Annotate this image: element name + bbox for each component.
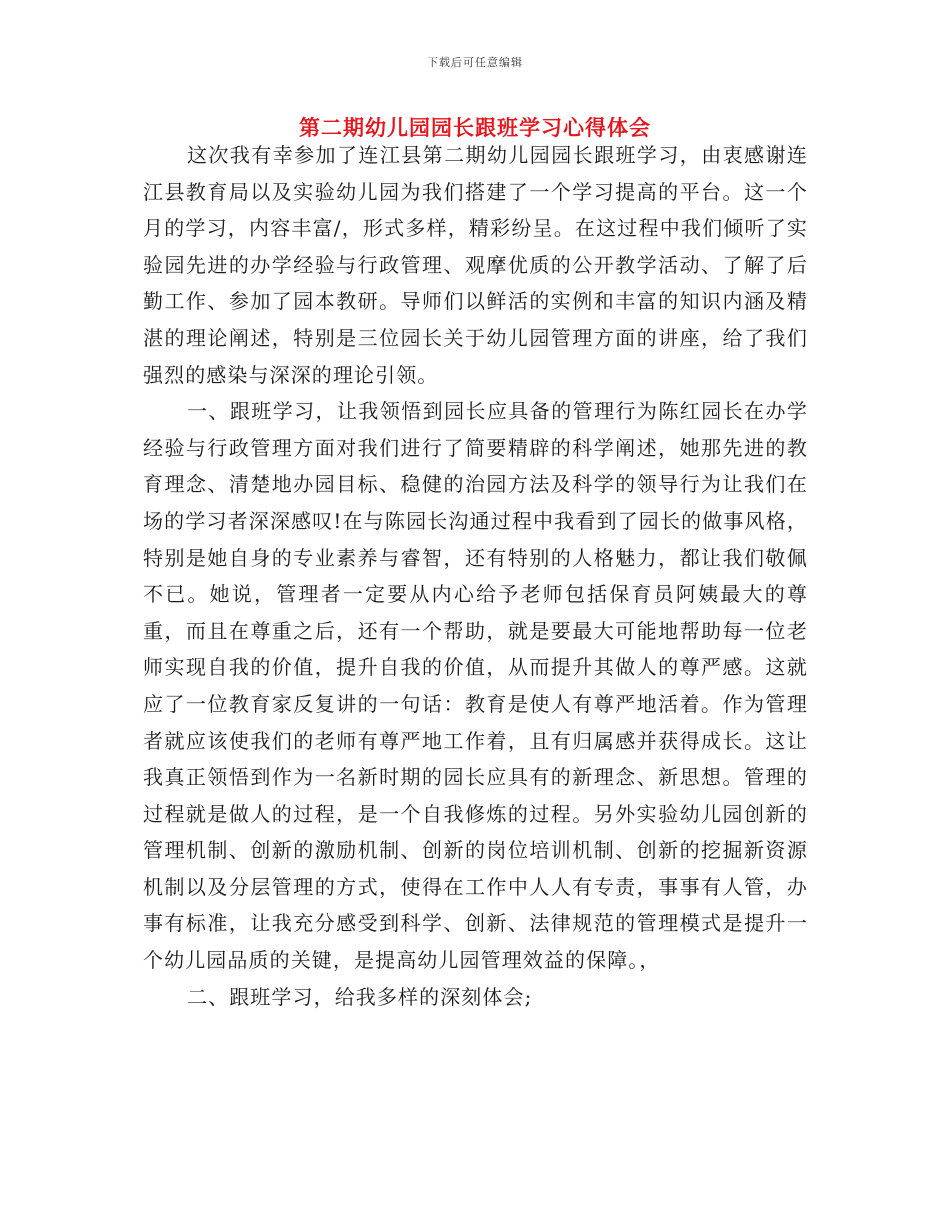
document-title: 第二期幼儿园园长跟班学习心得体会	[299, 116, 651, 140]
header-note: 下载后可任意编辑	[427, 56, 523, 69]
paragraph-section-one: 一、跟班学习，让我领悟到园长应具备的管理行为陈红园长在办学经验与行政管理方面对我们进行了简要精辟的科学阐述，她那先进的教育理念、清楚地办园目标、稳健的治园方法及科学的领导行为让我们在场的学习者深深感叹!在与陈园长沟通过程中我看到了园长的做事风格，特别是她自身的专业素养与睿智，还有特别的人格魅力，都让我们敬佩不已。她说，管理者一定要从内心给予老师包括保育员阿姨最大的尊重，而且在尊重之后，还有一个帮助，就是要最大可能地帮助每一位老师实现自我的价值，提升自我的价值，从而提升其做人的尊严感。这就应了一位教育家反复讲的一句话：教育是使人有尊严地活着。作为管理者就应该使我们的老师有尊严地工作着，且有归属感并获得成长。这让我真正领悟到作为一名新时期的园长应具有的新理念、新思想。管理的过程就是做人的过程，是一个自我修炼的过程。另外实验幼儿园创新的管理机制、创新的激励机制、创新的岗位培训机制、创新的挖掘新资源机制以及分层管理的方式，使得在工作中人人有专责，事事有人管，办事有标准，让我充分感受到科学、创新、法律规范的管理模式是提升一个幼儿园品质的关键，是提高幼儿园管理效益的保障。，	[143, 399, 808, 973]
paragraph-section-two: 二、跟班学习，给我多样的深刻体会;	[187, 984, 533, 1009]
document-body	[143, 137, 808, 1015]
paragraph-intro: 这次我有幸参加了连江县第二期幼儿园园长跟班学习，由衷感谢连江县教育局以及实验幼儿园为我们搭建了一个学习提高的平台。这一个月的学习，内容丰富/，形式多样，精彩纷呈。在这过程中我们倾听了实验园先进的办学经验与行政管理、观摩优质的公开教学活动、了解了后勤工作、参加了园本教研。导师们以鲜活的实例和丰富的知识内涵及精湛的理论阐述，特别是三位园长关于幼儿园管理方面的讲座，给了我们强烈的感染与深深的理论引领。	[143, 143, 808, 387]
